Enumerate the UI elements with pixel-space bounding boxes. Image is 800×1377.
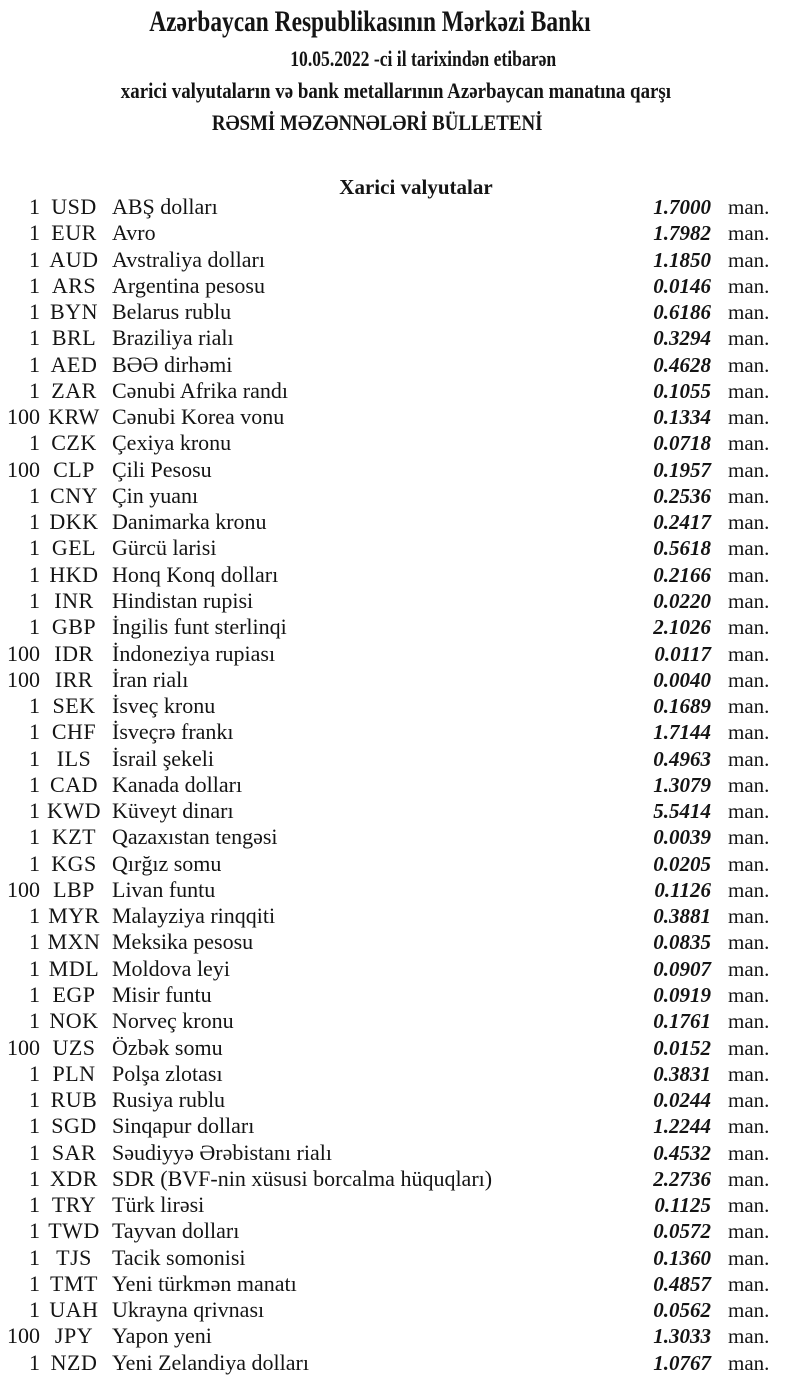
currency-code-cell: JPY: [54, 1323, 94, 1349]
rate-value-cell: 0.0572: [653, 1219, 711, 1244]
currency-name-cell: Moldova leyi: [112, 955, 230, 981]
unit-cell: man.: [728, 1009, 770, 1034]
rate-value-cell: 0.4963: [653, 746, 711, 771]
currency-name-cell: SDR (BVF-nin xüsusi borcalma hüquqları): [112, 1165, 493, 1191]
quantity-cell: 100: [7, 666, 40, 692]
unit-cell: man.: [728, 536, 770, 561]
currency-code-cell: CLP: [53, 456, 95, 482]
currency-row: [0, 877, 800, 903]
rate-value-cell: 0.5618: [653, 536, 711, 561]
currency-name-cell: ABŞ dolları: [112, 194, 218, 219]
unit-cell: man.: [728, 1298, 770, 1323]
quantity-cell: 1: [29, 1087, 40, 1113]
currency-code-cell: DKK: [49, 509, 99, 535]
currency-row: [0, 404, 800, 430]
currency-name-cell: Polşa zlotası: [112, 1060, 223, 1086]
currency-row: [0, 1087, 800, 1113]
rate-value-cell: 0.3294: [653, 326, 711, 351]
currency-row: [0, 1140, 800, 1166]
quantity-cell: 1: [29, 1297, 40, 1323]
currency-row: [0, 693, 800, 719]
rate-value-cell: 2.1026: [653, 615, 711, 640]
unit-cell: man.: [728, 457, 770, 482]
currency-name-cell: BƏƏ dirhəmi: [112, 351, 233, 377]
quantity-cell: 100: [7, 404, 40, 430]
currency-name-cell: İsrail şekeli: [112, 745, 215, 771]
unit-cell: man.: [728, 746, 770, 771]
unit-cell: man.: [728, 195, 770, 219]
currency-code-cell: ZAR: [51, 377, 97, 403]
unit-cell: man.: [728, 562, 770, 587]
section-title: Xarici valyutalar: [339, 175, 493, 199]
unit-cell: man.: [728, 405, 770, 430]
rate-value-cell: 1.3079: [653, 772, 711, 797]
currency-row: [0, 719, 800, 745]
currency-name-cell: Çin yuanı: [112, 482, 199, 508]
quantity-cell: 1: [29, 850, 40, 876]
rate-value-cell: 0.4857: [653, 1271, 711, 1296]
currency-row: [0, 1008, 800, 1034]
unit-cell: man.: [728, 588, 770, 613]
quantity-cell: 100: [7, 1323, 40, 1349]
currency-code-cell: TWD: [48, 1218, 100, 1244]
currency-row: [0, 1035, 800, 1061]
currency-name-cell: Gürcü larisi: [112, 535, 217, 561]
currency-name-cell: Qırğız somu: [112, 850, 222, 876]
quantity-cell: 1: [29, 824, 40, 850]
quantity-cell: 1: [29, 903, 40, 929]
currency-row: [0, 457, 800, 483]
unit-cell: man.: [728, 1061, 770, 1086]
rate-value-cell: 0.3831: [653, 1061, 711, 1086]
currency-code-cell: KWD: [46, 798, 102, 824]
unit-cell: man.: [728, 1271, 770, 1296]
unit-cell: man.: [728, 694, 770, 719]
currency-row: [0, 982, 800, 1008]
currency-row: [0, 1350, 800, 1376]
rate-value-cell: 1.2244: [653, 1114, 711, 1139]
currency-row: [0, 220, 800, 246]
rate-value-cell: 0.0220: [653, 588, 711, 613]
currency-row: [0, 273, 800, 299]
quantity-cell: 1: [29, 246, 40, 272]
currency-name-cell: Argentina pesosu: [112, 272, 265, 298]
currency-code-cell: IDR: [54, 640, 94, 666]
quantity-cell: 1: [29, 1113, 40, 1139]
quantity-cell: 1: [29, 1270, 40, 1296]
rate-value-cell: 1.7144: [653, 720, 711, 745]
currency-row: [0, 352, 800, 378]
exchange-rates-table: [0, 194, 800, 1376]
currency-name-cell: İran rialı: [112, 666, 189, 692]
currency-row: [0, 1113, 800, 1139]
currency-name-cell: Sinqapur dolları: [112, 1113, 255, 1139]
currency-name-cell: Norveç kronu: [112, 1008, 234, 1034]
currency-row: [0, 798, 800, 824]
unit-cell: man.: [728, 1324, 770, 1349]
currency-code-cell: ARS: [51, 272, 97, 298]
rate-value-cell: 0.0152: [653, 1035, 711, 1060]
unit-cell: man.: [728, 799, 770, 824]
quantity-cell: 1: [29, 719, 40, 745]
currency-name-cell: Yapon yeni: [112, 1323, 212, 1349]
unit-cell: man.: [728, 1140, 770, 1165]
unit-cell: man.: [728, 772, 770, 797]
currency-code-cell: XDR: [50, 1165, 98, 1191]
currency-row: [0, 430, 800, 456]
currency-code-cell: CZK: [51, 430, 97, 456]
currency-name-cell: Qazaxıstan tengəsi: [112, 824, 278, 850]
quantity-cell: 1: [29, 351, 40, 377]
currency-code-cell: KZT: [51, 824, 97, 850]
currency-row: [0, 851, 800, 877]
unit-cell: man.: [728, 877, 770, 902]
rate-value-cell: 0.0835: [653, 930, 711, 955]
currency-code-cell: GBP: [51, 614, 97, 640]
currency-code-cell: RUB: [50, 1087, 98, 1113]
rate-value-cell: 0.2536: [653, 483, 711, 508]
currency-code-cell: PLN: [52, 1060, 96, 1086]
currency-name-cell: Səudiyyə Ərəbistanı rialı: [112, 1139, 332, 1165]
unit-cell: man.: [728, 352, 770, 377]
rate-value-cell: 0.1126: [654, 877, 711, 902]
unit-cell: man.: [728, 615, 770, 640]
unit-cell: man.: [728, 378, 770, 403]
rate-value-cell: 2.2736: [653, 1166, 711, 1191]
currency-name-cell: Danimarka kronu: [112, 509, 267, 535]
unit-cell: man.: [728, 221, 770, 246]
currency-row: [0, 956, 800, 982]
quantity-cell: 1: [29, 614, 40, 640]
currency-code-cell: MXN: [47, 929, 101, 955]
currency-name-cell: Özbək somu: [112, 1034, 223, 1060]
currency-name-cell: Türk lirəsi: [112, 1192, 205, 1218]
currency-name-cell: Küveyt dinarı: [112, 798, 234, 824]
unit-cell: man.: [728, 510, 770, 535]
quantity-cell: 1: [29, 535, 40, 561]
currency-code-cell: EGP: [52, 981, 96, 1007]
currency-name-cell: Braziliya rialı: [112, 325, 234, 351]
unit-cell: man.: [728, 300, 770, 325]
currency-code-cell: EUR: [51, 220, 97, 246]
rate-value-cell: 0.1055: [653, 378, 711, 403]
quantity-cell: 1: [29, 1008, 40, 1034]
currency-code-cell: SEK: [52, 693, 96, 719]
currency-code-cell: HKD: [49, 561, 99, 587]
currency-row: [0, 1166, 800, 1192]
currency-row: [0, 325, 800, 351]
currency-code-cell: KGS: [51, 850, 97, 876]
currency-code-cell: TRY: [51, 1192, 97, 1218]
unit-cell: man.: [728, 1035, 770, 1060]
unit-cell: man.: [728, 904, 770, 929]
rate-value-cell: 0.0244: [653, 1088, 711, 1113]
quantity-cell: 100: [7, 1034, 40, 1060]
unit-cell: man.: [728, 1193, 770, 1218]
currency-code-cell: USD: [51, 194, 97, 219]
quantity-cell: 1: [29, 1192, 40, 1218]
currency-name-cell: Belarus rublu: [112, 299, 232, 325]
currency-row: [0, 641, 800, 667]
currency-code-cell: LBP: [53, 876, 95, 902]
currency-code-cell: INR: [54, 587, 94, 613]
rate-value-cell: 0.0907: [653, 956, 711, 981]
currency-name-cell: Livan funtu: [112, 876, 216, 902]
rate-value-cell: 0.1689: [653, 694, 711, 719]
bank-title: Azərbaycan Respublikasının Mərkəzi Bankı: [149, 5, 591, 38]
currency-name-cell: Rusiya rublu: [112, 1087, 226, 1113]
currency-code-cell: UZS: [52, 1034, 96, 1060]
currency-row: [0, 483, 800, 509]
unit-cell: man.: [728, 247, 770, 272]
quantity-cell: 1: [29, 929, 40, 955]
rate-value-cell: 0.1125: [654, 1193, 711, 1218]
effective-date: 10.05.2022 -ci il tarixindən etibarən: [290, 46, 556, 71]
rate-value-cell: 1.7982: [653, 221, 711, 246]
quantity-cell: 1: [29, 1165, 40, 1191]
currency-name-cell: Yeni Zelandiya dolları: [112, 1349, 309, 1375]
quantity-cell: 1: [29, 220, 40, 246]
unit-cell: man.: [728, 851, 770, 876]
currency-code-cell: TJS: [56, 1244, 92, 1270]
currency-name-cell: Yeni türkmən manatı: [112, 1270, 297, 1296]
currency-name-cell: Avro: [112, 220, 156, 246]
quantity-cell: 1: [29, 587, 40, 613]
currency-row: [0, 667, 800, 693]
unit-cell: man.: [728, 667, 770, 692]
currency-row: [0, 378, 800, 404]
currency-code-cell: BRL: [51, 325, 97, 351]
rate-value-cell: 0.0562: [653, 1298, 711, 1323]
currency-code-cell: MDL: [48, 955, 100, 981]
currency-name-cell: Cənubi Afrika randı: [112, 377, 288, 403]
currency-row: [0, 929, 800, 955]
currency-name-cell: İngilis funt sterlinqi: [112, 614, 287, 640]
unit-cell: man.: [728, 1219, 770, 1244]
unit-cell: man.: [728, 641, 770, 666]
quantity-cell: 1: [29, 1244, 40, 1270]
rate-value-cell: 0.1761: [653, 1009, 711, 1034]
quantity-cell: 1: [29, 194, 40, 219]
currency-code-cell: AUD: [49, 246, 99, 272]
currency-code-cell: KRW: [48, 404, 100, 430]
currency-row: [0, 562, 800, 588]
currency-row: [0, 746, 800, 772]
quantity-cell: 1: [29, 693, 40, 719]
quantity-cell: 1: [29, 771, 40, 797]
unit-cell: man.: [728, 1166, 770, 1191]
quantity-cell: 1: [29, 299, 40, 325]
currency-row: [0, 299, 800, 325]
unit-cell: man.: [728, 273, 770, 298]
currency-row: [0, 588, 800, 614]
currency-name-cell: Hindistan rupisi: [112, 587, 254, 613]
rate-value-cell: 0.0718: [653, 431, 711, 456]
quantity-cell: 100: [7, 456, 40, 482]
currency-name-cell: Tacik somonisi: [112, 1244, 246, 1270]
quantity-cell: 1: [29, 1060, 40, 1086]
currency-name-cell: Malayziya rinqqiti: [112, 903, 276, 929]
unit-cell: man.: [728, 982, 770, 1007]
rate-value-cell: 0.1334: [653, 405, 711, 430]
quantity-cell: 1: [29, 325, 40, 351]
rate-value-cell: 0.1360: [653, 1245, 711, 1270]
currency-row: [0, 1323, 800, 1349]
currency-code-cell: SGD: [51, 1113, 97, 1139]
rate-value-cell: 0.3881: [653, 904, 711, 929]
quantity-cell: 1: [29, 981, 40, 1007]
quantity-cell: 1: [29, 798, 40, 824]
bulletin-title-line: [0, 108, 777, 140]
currency-name-cell: Kanada dolları: [112, 771, 243, 797]
currency-code-cell: SAR: [51, 1139, 97, 1165]
currency-row: [0, 614, 800, 640]
unit-cell: man.: [728, 720, 770, 745]
rate-value-cell: 0.0117: [654, 641, 711, 666]
currency-name-cell: Çili Pesosu: [112, 456, 212, 482]
currency-code-cell: TMT: [50, 1270, 98, 1296]
currency-row: [0, 1297, 800, 1323]
rate-value-cell: 0.4532: [653, 1140, 711, 1165]
quantity-cell: 100: [7, 876, 40, 902]
currency-row: [0, 1192, 800, 1218]
unit-cell: man.: [728, 1088, 770, 1113]
rate-value-cell: 1.7000: [653, 195, 711, 219]
rate-value-cell: 0.0146: [653, 273, 711, 298]
currency-code-cell: IRR: [54, 666, 94, 692]
rate-value-cell: 1.1850: [653, 247, 711, 272]
quantity-cell: 1: [29, 955, 40, 981]
rate-value-cell: 0.0919: [653, 982, 711, 1007]
document-header: [0, 0, 800, 140]
currency-name-cell: Meksika pesosu: [112, 929, 254, 955]
unit-cell: man.: [728, 1114, 770, 1139]
quantity-cell: 1: [29, 1139, 40, 1165]
quantity-cell: 1: [29, 272, 40, 298]
currency-code-cell: AED: [50, 351, 98, 377]
currency-name-cell: İndoneziya rupiası: [112, 640, 276, 666]
subject-text: xarici valyutaların və bank metallarının Azərbaycan manatına qarşı: [120, 78, 672, 103]
currency-name-cell: Cənubi Korea vonu: [112, 404, 285, 430]
currency-row: [0, 509, 800, 535]
unit-cell: man.: [728, 930, 770, 955]
quantity-cell: 1: [29, 561, 40, 587]
currency-name-cell: Honq Konq dolları: [112, 561, 279, 587]
rate-value-cell: 5.5414: [653, 799, 711, 824]
currency-name-cell: Avstraliya dolları: [112, 246, 265, 272]
currency-row: [0, 194, 800, 220]
currency-name-cell: Misir funtu: [112, 981, 212, 1007]
currency-code-cell: MYR: [48, 903, 100, 929]
currency-row: [0, 824, 800, 850]
currency-name-cell: Tayvan dolları: [112, 1218, 240, 1244]
currency-code-cell: CNY: [50, 482, 98, 508]
unit-cell: man.: [728, 825, 770, 850]
subject-line: [0, 76, 796, 108]
currency-row: [0, 1245, 800, 1271]
unit-cell: man.: [728, 956, 770, 981]
rate-value-cell: 0.1957: [653, 457, 711, 482]
currency-code-cell: BYN: [50, 299, 98, 325]
bank-title-line: [0, 5, 770, 44]
quantity-cell: 1: [29, 509, 40, 535]
rate-value-cell: 0.0205: [653, 851, 711, 876]
rate-value-cell: 1.0767: [653, 1350, 711, 1375]
currency-name-cell: Ukrayna qrivnası: [112, 1297, 265, 1323]
currency-name-cell: İsveçrə frankı: [112, 719, 234, 745]
quantity-cell: 1: [29, 377, 40, 403]
currency-row: [0, 903, 800, 929]
rate-value-cell: 0.2417: [653, 510, 711, 535]
quantity-cell: 1: [29, 482, 40, 508]
quantity-cell: 100: [7, 640, 40, 666]
currency-code-cell: CHF: [51, 719, 97, 745]
currency-code-cell: CAD: [50, 771, 98, 797]
currency-code-cell: NZD: [50, 1349, 98, 1375]
bulletin-title: RƏSMİ MƏZƏNNƏLƏRİ BÜLLETENİ: [211, 110, 543, 135]
currency-row: [0, 1218, 800, 1244]
quantity-cell: 1: [29, 1218, 40, 1244]
currency-row: [0, 1061, 800, 1087]
currency-code-cell: UAH: [49, 1297, 99, 1323]
currency-code-cell: NOK: [49, 1008, 99, 1034]
currency-code-cell: ILS: [56, 745, 92, 771]
unit-cell: man.: [728, 431, 770, 456]
quantity-cell: 1: [29, 1349, 40, 1375]
rate-value-cell: 0.4628: [653, 352, 711, 377]
quantity-cell: 1: [29, 745, 40, 771]
unit-cell: man.: [728, 1350, 770, 1375]
unit-cell: man.: [728, 326, 770, 351]
currency-row: [0, 247, 800, 273]
currency-name-cell: Çexiya kronu: [112, 430, 232, 456]
unit-cell: man.: [728, 1245, 770, 1270]
unit-cell: man.: [728, 483, 770, 508]
currency-row: [0, 535, 800, 561]
rate-value-cell: 0.0039: [653, 825, 711, 850]
rate-value-cell: 1.3033: [653, 1324, 711, 1349]
rate-value-cell: 0.6186: [653, 300, 711, 325]
rate-value-cell: 0.2166: [653, 562, 711, 587]
currency-code-cell: GEL: [51, 535, 97, 561]
effective-date-line: [23, 44, 800, 76]
currency-row: [0, 1271, 800, 1297]
currency-row: [0, 772, 800, 798]
rate-value-cell: 0.0040: [653, 667, 711, 692]
quantity-cell: 1: [29, 430, 40, 456]
currency-name-cell: İsveç kronu: [112, 693, 216, 719]
